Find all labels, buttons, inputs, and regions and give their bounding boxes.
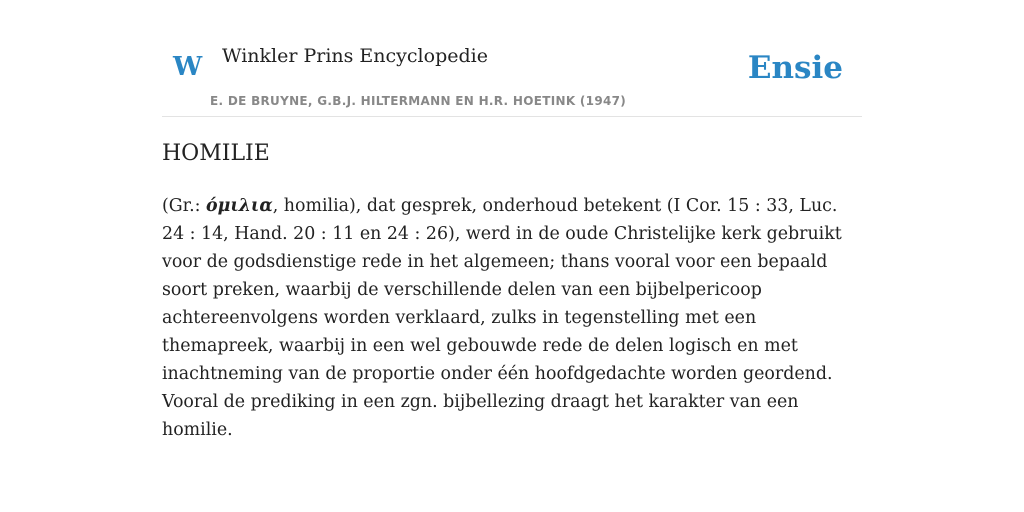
entry-body	[162, 192, 862, 444]
page	[162, 0, 862, 440]
source-title: Winkler Prins Encyclopedie	[222, 45, 488, 67]
winkler-prins-logo[interactable]: W	[173, 52, 203, 82]
entry-body-prefix: (Gr.:	[162, 196, 206, 216]
source-header	[162, 0, 862, 117]
entry-body-text: , homilia), dat gesprek, onderhoud betekent (I Cor. 15 : 33, Luc. 24 : 14, Hand. 20 : 11 en 24 : 26), werd in de oude Christelijke kerk gebruikt voor de godsdienstige rede in het algemeen; thans vooral voor een bepaald soort preken, waarbij de verschillende delen van een bijbelpericoop achtereenvolgens worden verklaard, zulks in tegenstelling met een themapreek, waarbij in een wel gebouwde rede de delen logisch en met inachtneming van de proportie onder één hoofdgedachte worden geordend. Vooral de prediking in een zgn. bijbellezing draagt het karakter van een homilie.	[162, 196, 842, 440]
ensie-logo-link[interactable]: Ensie	[747, 50, 843, 86]
source-authors: E. DE BRUYNE, G.B.J. HILTERMANN EN H.R. HOETINK (1947)	[210, 94, 627, 108]
entry-title: HOMILIE	[162, 141, 270, 166]
greek-term: όμιλια	[206, 196, 273, 216]
